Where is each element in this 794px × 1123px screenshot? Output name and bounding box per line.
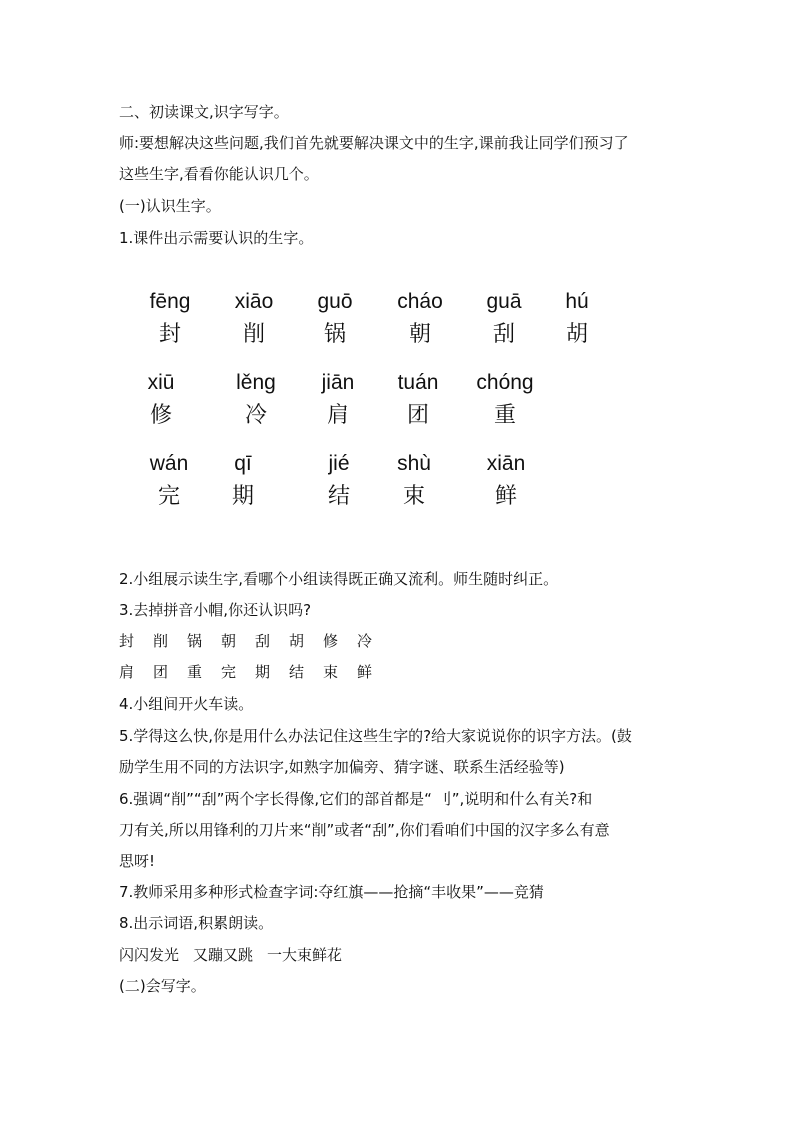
pinyin: guā xyxy=(486,290,522,313)
step-5-line-1: 5.学得这么快,你是用什么办法记住这些生字的?给大家说说你的识字方法。(鼓 xyxy=(119,727,632,745)
char: 修 xyxy=(323,632,339,650)
hanzi: 重 xyxy=(493,403,516,428)
step-2: 2.小组展示读生字,看哪个小组读得既正确又流利。师生随时纠正。 xyxy=(119,570,559,588)
pinyin: chóng xyxy=(476,371,534,394)
hanzi: 肩 xyxy=(326,403,349,428)
hanzi: 朝 xyxy=(408,322,431,347)
char: 鲜 xyxy=(357,663,373,681)
char: 刮 xyxy=(255,632,271,650)
pinyin: lěng xyxy=(236,371,276,394)
char: 削 xyxy=(153,632,169,650)
step-3: 3.去掉拼音小帽,你还认识吗? xyxy=(119,601,312,619)
step-7: 7.教师采用多种形式检查字词:夺红旗——抢摘“丰收果”——竞猜 xyxy=(119,883,544,901)
char: 封 xyxy=(119,632,135,650)
chars-row-2 xyxy=(119,662,679,682)
step-5-line-2: 励学生用不同的方法识字,如熟字加偏旁、猜字谜、联系生活经验等) xyxy=(119,758,565,776)
teacher-line-1: 师:要想解决这些问题,我们首先就要解决课文中的生字,课前我让同学们预习了 xyxy=(119,134,629,152)
pinyin: hú xyxy=(565,290,589,313)
phrase: 又蹦又跳 xyxy=(193,946,254,964)
hanzi: 封 xyxy=(158,322,181,347)
pinyin: qī xyxy=(234,452,252,475)
char: 完 xyxy=(221,663,237,681)
step-1: 1.课件出示需要认识的生字。 xyxy=(119,229,314,247)
section-title: 二、初读课文,识字写字。 xyxy=(119,103,289,121)
hanzi: 团 xyxy=(406,403,429,428)
phrase: 闪闪发光 xyxy=(119,946,180,964)
step-4: 4.小组间开火车读。 xyxy=(119,695,254,713)
pinyin: wán xyxy=(149,452,189,475)
hanzi: 完 xyxy=(157,484,180,509)
char: 冷 xyxy=(357,632,373,650)
hanzi: 鲜 xyxy=(494,484,517,509)
pinyin: xiū xyxy=(147,371,175,394)
pinyin: fēng xyxy=(149,290,191,313)
pinyin: guō xyxy=(317,290,353,313)
phrases xyxy=(119,945,679,965)
pinyin: jié xyxy=(328,452,350,475)
char: 朝 xyxy=(221,632,237,650)
step-6-line-1: 6.强调“削”“刮”两个字长得像,它们的部首都是“ 刂”,说明和什么有关?和 xyxy=(119,790,593,808)
hanzi: 期 xyxy=(231,484,254,509)
step-8: 8.出示词语,积累朗读。 xyxy=(119,914,274,932)
step-6-line-3: 思呀! xyxy=(119,852,156,870)
hanzi: 锅 xyxy=(323,322,346,347)
hanzi: 削 xyxy=(242,322,265,347)
phrase: 一大束鲜花 xyxy=(267,946,343,964)
step-6-line-2: 刀有关,所以用锋利的刀片来“削”或者“刮”,你们看咱们中国的汉字多么有意 xyxy=(119,821,610,839)
hanzi: 胡 xyxy=(565,322,588,347)
hanzi: 刮 xyxy=(492,322,515,347)
teacher-line-2: 这些生字,看看你能认识几个。 xyxy=(119,165,319,183)
subsection-recognize: (一)认识生字。 xyxy=(119,197,221,215)
char: 重 xyxy=(187,663,203,681)
chars-row-1 xyxy=(119,631,679,651)
char: 期 xyxy=(255,663,271,681)
hanzi: 结 xyxy=(327,484,350,509)
hanzi: 修 xyxy=(149,403,172,428)
subsection-write: (二)会写字。 xyxy=(119,977,206,995)
char: 结 xyxy=(289,663,305,681)
pinyin: tuán xyxy=(397,371,439,394)
pinyin: xiān xyxy=(486,452,526,475)
char: 束 xyxy=(323,663,339,681)
pinyin: xiāo xyxy=(234,290,274,313)
char: 胡 xyxy=(289,632,305,650)
hanzi: 冷 xyxy=(244,403,267,428)
pinyin: cháo xyxy=(397,290,443,313)
char: 团 xyxy=(153,663,169,681)
pinyin: jiān xyxy=(321,371,355,394)
pinyin: shù xyxy=(397,452,431,475)
char: 锅 xyxy=(187,632,203,650)
char: 肩 xyxy=(119,663,135,681)
hanzi: 束 xyxy=(402,484,425,509)
